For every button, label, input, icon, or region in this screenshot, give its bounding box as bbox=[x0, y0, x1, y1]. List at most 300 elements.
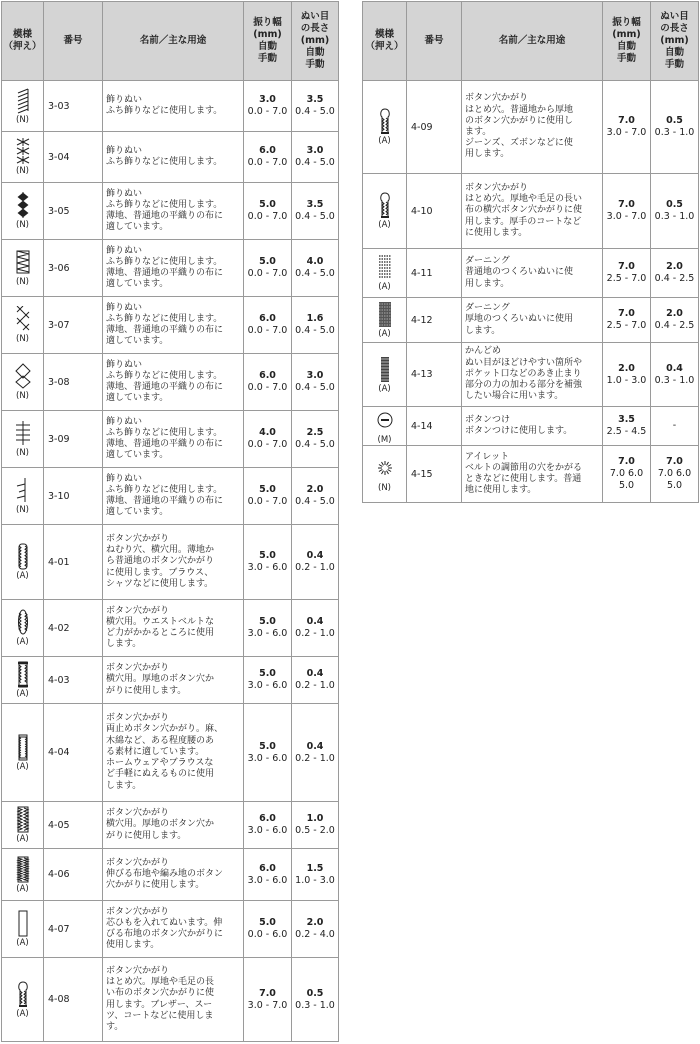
stitch-description bbox=[103, 657, 244, 704]
stitch-description bbox=[462, 298, 603, 343]
length-auto: 0.4 bbox=[306, 616, 324, 627]
buttonhole-outline-icon bbox=[13, 910, 33, 937]
width-cell bbox=[603, 446, 651, 503]
width-manual: 0.0 - 7.0 bbox=[247, 325, 288, 336]
description-line: ボタン穴かがり bbox=[106, 663, 170, 674]
buttonhole-keyhole-icon bbox=[13, 981, 33, 1008]
description-line: に使用します。ブラウス、 bbox=[106, 567, 214, 578]
description-line: はとめ穴。普通地から厚地 bbox=[465, 104, 574, 115]
description-line: 伸びる布地や編み地のボタン bbox=[106, 868, 224, 879]
length-auto: 2.0 bbox=[666, 261, 683, 272]
description-line: 飾りぬい bbox=[106, 145, 143, 156]
description-line: に使用します。 bbox=[465, 227, 528, 238]
width-manual: 0.0 - 7.0 bbox=[247, 439, 288, 450]
description-line: 両止めボタン穴かがり。麻、 bbox=[106, 724, 224, 735]
description-line: ボタン穴かがり bbox=[106, 808, 170, 819]
width-auto: 5.0 bbox=[259, 616, 276, 627]
width-cell bbox=[244, 901, 292, 958]
stitch-row-4-01 bbox=[2, 525, 339, 600]
length-manual: 0.4 - 5.0 bbox=[295, 439, 335, 450]
number-header: 番号 bbox=[407, 2, 462, 81]
description-line: 飾りぬい bbox=[106, 302, 143, 313]
description-line: す。 bbox=[106, 1021, 124, 1032]
length-auto: 1.5 bbox=[306, 862, 324, 874]
buttonhole-oval-icon bbox=[13, 609, 33, 636]
presser-foot-code: (N) bbox=[16, 505, 29, 515]
length-manual: 0.4 - 5.0 bbox=[295, 211, 335, 222]
stitch-description bbox=[103, 600, 244, 657]
length-manual: 0.3 - 1.0 bbox=[654, 127, 695, 138]
description-line: ツ、コートなどに使用しま bbox=[106, 1010, 214, 1021]
length-cell bbox=[292, 297, 339, 354]
description-line: ボタン穴かがり bbox=[106, 857, 170, 868]
description-line: ホームウェアやブラウスな bbox=[106, 758, 214, 769]
width-manual: 1.0 - 3.0 bbox=[606, 374, 647, 386]
description-line: したい場合に用います。 bbox=[465, 391, 564, 402]
description-line: 薄地、普通地の平織りの布に bbox=[106, 325, 224, 335]
description-line: 部分の力の加わる部分を補強 bbox=[465, 380, 583, 391]
length-cell bbox=[292, 183, 339, 240]
width-auto: 7.0 bbox=[618, 199, 635, 210]
width-cell bbox=[603, 343, 651, 407]
width-manual: 0.0 - 7.0 bbox=[247, 106, 288, 117]
description-line: 薄地、普通地の平織りの布に bbox=[106, 211, 224, 221]
length-header: ぬい目 の長さ (mm) 自動 手動 bbox=[292, 2, 339, 81]
description-line: ふち飾りなどに使用します。 bbox=[106, 484, 223, 495]
description-line: します。 bbox=[465, 325, 501, 336]
width-manual: 3.0 - 7.0 bbox=[247, 999, 288, 1011]
stitch-number: 4-13 bbox=[407, 343, 462, 407]
description-line: ふち飾りなどに使用します。 bbox=[106, 427, 223, 438]
header-row bbox=[2, 2, 339, 81]
description-line: ら普通地のボタン穴かがり bbox=[106, 556, 215, 567]
stitch-number: 3-07 bbox=[44, 297, 103, 354]
description-line: ねむり穴、横穴用。薄地か bbox=[106, 545, 215, 556]
description-line: します。 bbox=[106, 780, 142, 791]
stitch-description bbox=[462, 81, 603, 174]
description-line: します。 bbox=[106, 639, 142, 650]
pattern-cell bbox=[2, 297, 44, 354]
length-cell bbox=[292, 958, 339, 1042]
stitch-row-3-05 bbox=[2, 183, 339, 240]
stitch-number: 4-09 bbox=[407, 81, 462, 174]
buttonhole-bartack-icon bbox=[13, 661, 33, 688]
presser-foot-code: (A) bbox=[16, 834, 29, 844]
description-line: 適しています。 bbox=[106, 450, 169, 461]
presser-foot-code: (A) bbox=[16, 883, 29, 894]
description-line: ボタン穴かがり bbox=[465, 93, 529, 104]
width-auto: 3.0 bbox=[259, 94, 276, 105]
pattern-cell bbox=[2, 525, 44, 600]
stitch-number: 4-14 bbox=[407, 407, 462, 446]
description-line: 飾りぬい bbox=[106, 473, 143, 484]
pattern-cell bbox=[2, 849, 44, 901]
pattern-cell bbox=[2, 183, 44, 240]
length-auto: - bbox=[672, 420, 677, 431]
width-cell bbox=[244, 183, 292, 240]
length-auto: 3.0 bbox=[306, 145, 324, 156]
length-cell bbox=[651, 298, 699, 343]
width-auto: 7.0 bbox=[618, 115, 635, 126]
length-auto: 2.5 bbox=[306, 427, 324, 438]
pattern-cell bbox=[363, 298, 407, 343]
length-manual: 0.2 - 1.0 bbox=[295, 562, 335, 573]
presser-foot-code: (A) bbox=[378, 282, 391, 292]
description-line: ふち飾りなどに使用します。 bbox=[106, 370, 223, 381]
presser-foot-code: (A) bbox=[16, 938, 29, 948]
pattern-header: 模様 （押え） bbox=[2, 2, 44, 81]
length-cell bbox=[651, 343, 699, 407]
stitch-row-4-13 bbox=[363, 343, 699, 407]
presser-foot-code: (A) bbox=[378, 383, 391, 394]
length-cell bbox=[292, 657, 339, 704]
description-line: びる布地のボタン穴かがりに bbox=[106, 929, 224, 939]
description-line: 適しています。 bbox=[106, 279, 169, 290]
description-line: る素材に適しています。 bbox=[106, 746, 205, 757]
description-line: 適しています。 bbox=[106, 507, 169, 518]
stitch-description bbox=[103, 411, 244, 468]
stitch-table-right bbox=[362, 1, 699, 503]
description-line: ふち飾りなどに使用します。 bbox=[106, 256, 223, 267]
stitch-row-3-04 bbox=[2, 132, 339, 183]
stitch-row-4-14 bbox=[363, 407, 699, 446]
description-line: ときなどに使用します。普通 bbox=[465, 474, 582, 484]
presser-foot-code: (N) bbox=[16, 391, 29, 401]
pattern-cell bbox=[2, 802, 44, 849]
pattern-cell bbox=[363, 343, 407, 407]
length-auto: 3.5 bbox=[306, 94, 324, 105]
diamond-outline-stitch-icon bbox=[13, 363, 33, 390]
length-manual: 0.3 - 1.0 bbox=[654, 374, 695, 386]
stitch-description bbox=[103, 958, 244, 1042]
length-cell bbox=[292, 525, 339, 600]
description-line: 用します。ブレザー、スー bbox=[106, 999, 213, 1010]
description-line: ダーニング bbox=[465, 303, 510, 314]
length-cell bbox=[651, 174, 699, 249]
darning-stitch-icon bbox=[375, 254, 395, 281]
length-auto: 0.5 bbox=[666, 199, 683, 210]
pattern-cell bbox=[363, 249, 407, 298]
width-manual: 0.0 - 7.0 bbox=[247, 496, 288, 507]
width-cell bbox=[244, 802, 292, 849]
width-manual: 3.0 - 6.0 bbox=[247, 874, 288, 886]
presser-foot-code: (N) bbox=[16, 220, 29, 230]
length-auto: 0.4 bbox=[666, 362, 683, 374]
width-auto: 4.0 bbox=[259, 427, 276, 438]
width-auto: 7.0 bbox=[618, 456, 635, 467]
description-line: ダーニング bbox=[465, 256, 510, 267]
name-header: 名前／主な用途 bbox=[462, 2, 603, 81]
length-cell bbox=[292, 849, 339, 901]
stitch-row-4-10 bbox=[363, 174, 699, 249]
pattern-cell bbox=[2, 704, 44, 802]
width-auto: 6.0 bbox=[259, 862, 276, 874]
width-cell bbox=[244, 849, 292, 901]
description-line: 飾りぬい bbox=[106, 245, 143, 256]
description-line: 適しています。 bbox=[106, 393, 169, 404]
width-cell bbox=[603, 249, 651, 298]
length-auto: 3.0 bbox=[306, 370, 324, 381]
length-auto: 0.4 bbox=[306, 740, 324, 752]
stitch-description bbox=[103, 468, 244, 525]
width-auto: 2.0 bbox=[618, 362, 635, 374]
length-cell bbox=[292, 468, 339, 525]
stitch-row-3-08 bbox=[2, 354, 339, 411]
description-line: かんどめ bbox=[465, 346, 502, 357]
description-line: シャツなどに使用します。 bbox=[106, 578, 214, 589]
length-header: ぬい目 の長さ (mm) 自動 手動 bbox=[651, 2, 699, 81]
width-auto: 7.0 bbox=[618, 308, 635, 319]
width-auto: 6.0 bbox=[259, 370, 276, 381]
stitch-number: 3-03 bbox=[44, 81, 103, 132]
description-line: はとめ穴。厚地や毛足の長い bbox=[465, 194, 583, 205]
description-line: ど手軽にぬえるものに使用 bbox=[106, 769, 215, 780]
length-manual: 0.2 - 1.0 bbox=[295, 680, 335, 691]
pattern-cell bbox=[363, 407, 407, 446]
description-line: ふち飾りなどに使用します。 bbox=[106, 199, 223, 210]
description-line: 飾りぬい bbox=[106, 359, 143, 370]
width-cell bbox=[244, 132, 292, 183]
width-manual: 3.0 - 6.0 bbox=[247, 680, 288, 691]
stitch-description bbox=[103, 849, 244, 901]
stitch-number: 4-01 bbox=[44, 525, 103, 600]
diamond-chain-stitch-icon bbox=[13, 192, 33, 219]
description-line: ボタン穴かがり bbox=[106, 533, 170, 544]
length-cell bbox=[292, 600, 339, 657]
stitch-row-4-09 bbox=[363, 81, 699, 174]
width-cell bbox=[603, 298, 651, 343]
description-line: 使用します。 bbox=[106, 940, 160, 951]
stitch-number: 4-12 bbox=[407, 298, 462, 343]
description-line: 適しています。 bbox=[106, 222, 169, 233]
stitch-table-left bbox=[1, 1, 339, 1042]
length-manual: 0.5 - 2.0 bbox=[295, 825, 335, 836]
width-cell bbox=[244, 525, 292, 600]
description-line: ふち飾りなどに使用します。 bbox=[106, 157, 223, 167]
ladder-stitch-icon bbox=[13, 420, 33, 447]
width-auto: 6.0 bbox=[259, 813, 276, 824]
width-cell bbox=[244, 81, 292, 132]
length-auto: 1.6 bbox=[306, 313, 324, 324]
bartack-stitch-icon bbox=[375, 356, 395, 383]
description-line: い布のボタン穴かがりに使 bbox=[106, 988, 215, 999]
presser-foot-code: (A) bbox=[16, 689, 29, 699]
stitch-row-3-10 bbox=[2, 468, 339, 525]
length-auto: 4.0 bbox=[306, 256, 324, 267]
stitch-row-4-08 bbox=[2, 958, 339, 1042]
length-cell bbox=[651, 446, 699, 503]
stitch-number: 3-05 bbox=[44, 183, 103, 240]
length-auto: 0.5 bbox=[666, 115, 683, 126]
length-cell bbox=[651, 407, 699, 446]
width-manual: 3.0 - 6.0 bbox=[247, 825, 288, 836]
pattern-cell bbox=[2, 958, 44, 1042]
stitch-description bbox=[462, 249, 603, 298]
stitch-number: 3-04 bbox=[44, 132, 103, 183]
presser-foot-code: (A) bbox=[378, 329, 391, 339]
width-cell bbox=[244, 958, 292, 1042]
description-line: 適しています。 bbox=[106, 336, 169, 347]
stitch-number: 4-02 bbox=[44, 600, 103, 657]
width-cell bbox=[244, 411, 292, 468]
width-header: 振り幅 (mm) 自動 手動 bbox=[603, 2, 651, 81]
width-auto: 5.0 bbox=[259, 199, 276, 210]
length-cell bbox=[651, 81, 699, 174]
length-cell bbox=[292, 81, 339, 132]
stitch-number: 4-06 bbox=[44, 849, 103, 901]
length-auto: 2.0 bbox=[306, 917, 324, 928]
length-manual: 0.3 - 1.0 bbox=[295, 999, 335, 1011]
box-zigzag-stitch-icon bbox=[13, 249, 33, 276]
width-manual: 3.0 - 6.0 bbox=[247, 628, 288, 639]
length-manual: 0.2 - 1.0 bbox=[295, 752, 335, 764]
description-line: のボタン穴かがりに使用し bbox=[465, 115, 574, 126]
width-auto: 5.0 bbox=[259, 668, 276, 679]
description-line: ボタン穴かがり bbox=[106, 713, 170, 724]
length-cell bbox=[651, 249, 699, 298]
description-line: 穴かがりに使用します。 bbox=[106, 880, 205, 891]
pattern-cell bbox=[2, 354, 44, 411]
presser-foot-code: (A) bbox=[378, 220, 391, 230]
stitch-row-3-09 bbox=[2, 411, 339, 468]
length-manual: 1.0 - 3.0 bbox=[295, 874, 335, 886]
description-line: 用します。 bbox=[465, 149, 510, 160]
stitch-row-4-07 bbox=[2, 901, 339, 958]
stitch-description bbox=[103, 297, 244, 354]
description-line: 普通地のつくろいぬいに使 bbox=[465, 267, 574, 278]
presser-foot-code: (A) bbox=[16, 1008, 29, 1019]
length-manual: 0.4 - 5.0 bbox=[295, 106, 335, 117]
length-auto: 2.0 bbox=[306, 484, 324, 495]
description-line: 用します。厚手のコートなど bbox=[465, 216, 582, 227]
width-manual: 2.5 - 7.0 bbox=[606, 273, 647, 284]
width-manual: 3.0 - 7.0 bbox=[606, 211, 647, 222]
stitch-number: 4-07 bbox=[44, 901, 103, 958]
width-cell bbox=[244, 600, 292, 657]
small-cross-stitch-icon bbox=[13, 306, 33, 333]
description-line: ポケット口などのあき止まり bbox=[465, 368, 582, 379]
number-header: 番号 bbox=[44, 2, 103, 81]
stitch-row-4-11 bbox=[363, 249, 699, 298]
width-auto: 5.0 bbox=[259, 917, 276, 928]
stitch-number: 4-05 bbox=[44, 802, 103, 849]
width-manual: 3.0 - 6.0 bbox=[247, 562, 288, 573]
stitch-description bbox=[462, 174, 603, 249]
width-auto: 7.0 bbox=[259, 987, 276, 999]
stitch-description bbox=[462, 343, 603, 407]
presser-foot-code: (N) bbox=[16, 334, 29, 344]
description-line: ジーンズ、ズボンなどに使 bbox=[465, 138, 573, 149]
length-cell bbox=[292, 901, 339, 958]
presser-foot-code: (N) bbox=[16, 277, 29, 287]
length-manual: 0.4 - 5.0 bbox=[295, 382, 335, 393]
width-cell bbox=[244, 240, 292, 297]
stitch-description bbox=[103, 802, 244, 849]
stitch-number: 3-08 bbox=[44, 354, 103, 411]
zigzag-satin-stitch-icon bbox=[13, 87, 33, 114]
stitch-number: 4-15 bbox=[407, 446, 462, 503]
darning-dense-stitch-icon bbox=[375, 301, 395, 328]
stitch-description bbox=[103, 132, 244, 183]
pattern-cell bbox=[2, 240, 44, 297]
length-manual: 0.2 - 1.0 bbox=[295, 628, 335, 639]
stitch-number: 4-10 bbox=[407, 174, 462, 249]
description-line: 用します。 bbox=[465, 278, 510, 289]
width-manual: 7.0 6.0 5.0 bbox=[609, 468, 644, 491]
length-auto: 1.0 bbox=[306, 813, 324, 824]
width-auto: 5.0 bbox=[259, 256, 276, 267]
width-auto: 5.0 bbox=[259, 740, 276, 752]
buttonhole-keyhole-icon bbox=[375, 192, 395, 219]
width-manual: 2.5 - 4.5 bbox=[606, 426, 647, 437]
branch-stitch-icon bbox=[13, 477, 33, 504]
width-cell bbox=[244, 297, 292, 354]
width-cell bbox=[603, 407, 651, 446]
stitch-row-3-07 bbox=[2, 297, 339, 354]
pattern-cell bbox=[2, 411, 44, 468]
length-cell bbox=[292, 132, 339, 183]
presser-foot-code: (A) bbox=[16, 637, 29, 647]
name-header: 名前／主な用途 bbox=[103, 2, 244, 81]
width-manual: 3.0 - 7.0 bbox=[606, 127, 647, 138]
description-line: 薄地、普通地の平織りの布に bbox=[106, 268, 224, 278]
length-manual: 0.4 - 2.5 bbox=[654, 273, 695, 284]
description-line: ボタン穴かがり bbox=[465, 182, 529, 193]
stitch-description bbox=[103, 704, 244, 802]
width-manual: 0.0 - 7.0 bbox=[247, 382, 288, 393]
presser-foot-code: (A) bbox=[378, 136, 391, 146]
description-line: ボタン穴かがり bbox=[106, 906, 170, 917]
width-auto: 7.0 bbox=[618, 261, 635, 272]
buttonhole-square-icon bbox=[13, 734, 33, 761]
presser-foot-code: (M) bbox=[377, 435, 392, 445]
description-line: ボタンつけに使用します。 bbox=[465, 426, 573, 436]
stitch-number: 3-06 bbox=[44, 240, 103, 297]
stitch-row-4-05 bbox=[2, 802, 339, 849]
length-manual: 0.4 - 2.5 bbox=[654, 320, 695, 331]
description-line: 横穴用。厚地のボタン穴か bbox=[106, 674, 215, 685]
pattern-cell bbox=[2, 132, 44, 183]
button-sew-icon bbox=[375, 407, 395, 434]
description-line: 地に使用します。 bbox=[465, 485, 537, 496]
description-line: 飾りぬい bbox=[106, 416, 143, 427]
pattern-cell bbox=[363, 174, 407, 249]
length-manual: 0.2 - 4.0 bbox=[295, 929, 335, 940]
description-line: 薄地、普通地の平織りの布に bbox=[106, 496, 224, 506]
width-cell bbox=[603, 174, 651, 249]
length-cell bbox=[292, 704, 339, 802]
length-manual: 0.4 - 5.0 bbox=[295, 268, 335, 279]
stitch-row-3-03 bbox=[2, 81, 339, 132]
presser-foot-code: (A) bbox=[16, 761, 29, 772]
buttonhole-dense-icon bbox=[13, 806, 33, 833]
length-cell bbox=[292, 802, 339, 849]
description-line: がりに使用します。 bbox=[106, 830, 187, 841]
stitch-number: 3-09 bbox=[44, 411, 103, 468]
description-line: ふち飾りなどに使用します。 bbox=[106, 106, 223, 116]
width-cell bbox=[244, 468, 292, 525]
pattern-cell bbox=[2, 657, 44, 704]
length-cell bbox=[292, 354, 339, 411]
description-line: 飾りぬい bbox=[106, 188, 143, 199]
length-cell bbox=[292, 240, 339, 297]
width-manual: 0.0 - 7.0 bbox=[247, 157, 288, 168]
width-auto: 5.0 bbox=[259, 484, 276, 495]
stitch-number: 4-03 bbox=[44, 657, 103, 704]
description-line: ふち飾りなどに使用します。 bbox=[106, 313, 223, 324]
length-manual: 0.4 - 5.0 bbox=[295, 496, 335, 507]
header-row bbox=[363, 2, 699, 81]
